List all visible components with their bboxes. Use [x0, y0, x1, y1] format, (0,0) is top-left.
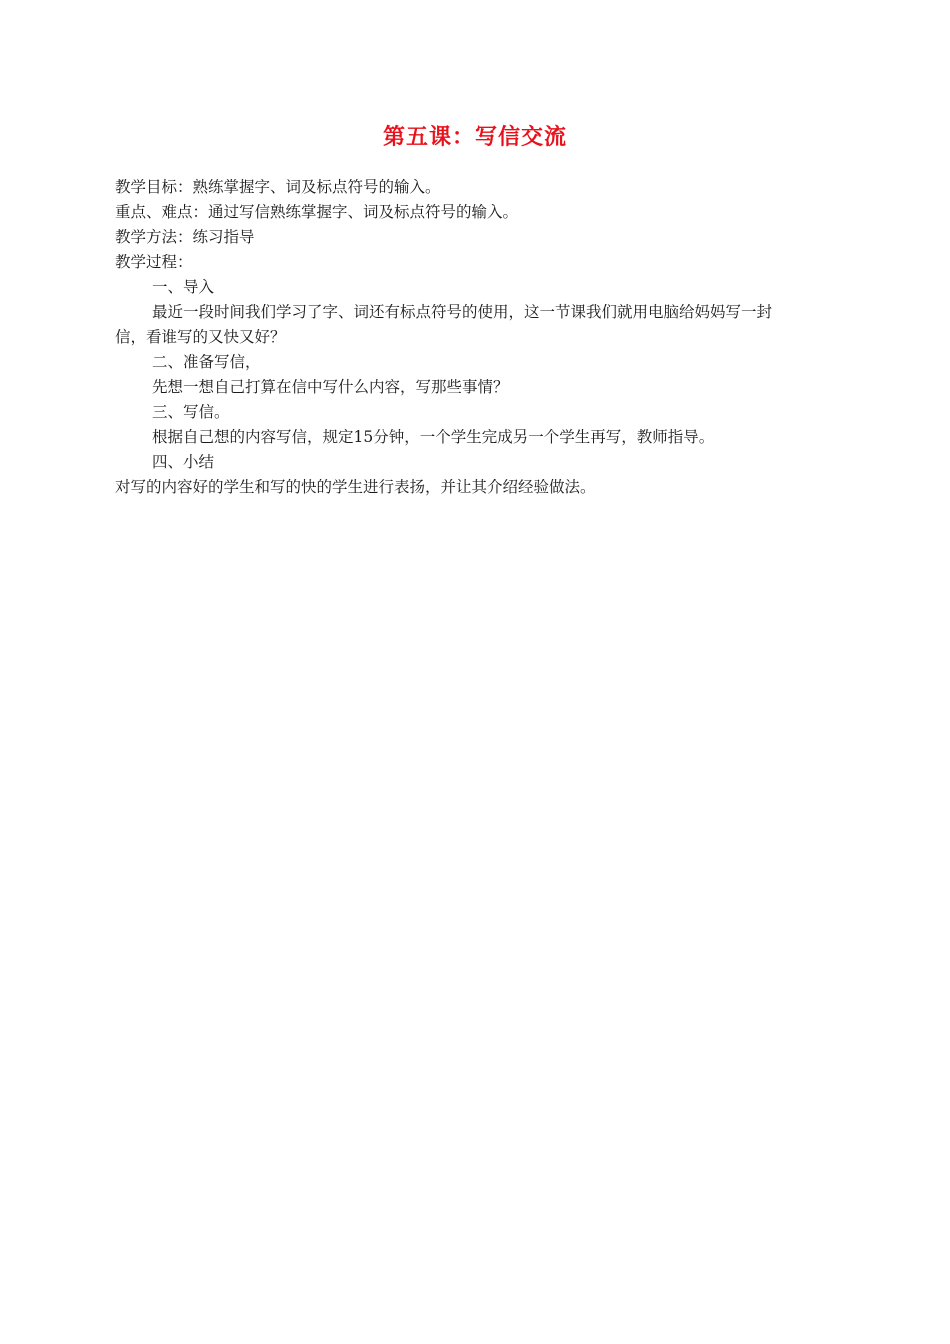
paragraph-line: 根据自己想的内容写信，规定15分钟，一个学生完成另一个学生再写，教师指导。 — [152, 428, 715, 446]
teaching-goal-line: 教学目标：熟练掌握字、词及标点符号的输入。 — [115, 178, 441, 196]
teaching-method-line: 教学方法：练习指导 — [115, 228, 255, 246]
document-body — [115, 175, 840, 500]
paragraph-line: 信，看谁写的又快又好？ — [115, 328, 286, 346]
key-points-line: 重点、难点：通过写信熟练掌握字、词及标点符号的输入。 — [115, 203, 519, 221]
section-heading-intro: 一、导入 — [152, 278, 215, 296]
paragraph-line: 对写的内容好的学生和写的快的学生进行表扬，并让其介绍经验做法。 — [115, 478, 596, 496]
section-heading-summary: 四、小结 — [152, 453, 215, 471]
section-heading-prepare: 二、准备写信， — [152, 353, 261, 371]
paragraph-line: 最近一段时间我们学习了字、词还有标点符号的使用，这一节课我们就用电脑给妈妈写一封 — [152, 303, 773, 321]
teaching-process-line: 教学过程： — [115, 253, 193, 271]
paragraph-line: 先想一想自己打算在信中写什么内容，写那些事情？ — [152, 378, 509, 396]
section-heading-write: 三、写信。 — [152, 403, 230, 421]
document-title: 第五课：写信交流 — [382, 124, 567, 150]
